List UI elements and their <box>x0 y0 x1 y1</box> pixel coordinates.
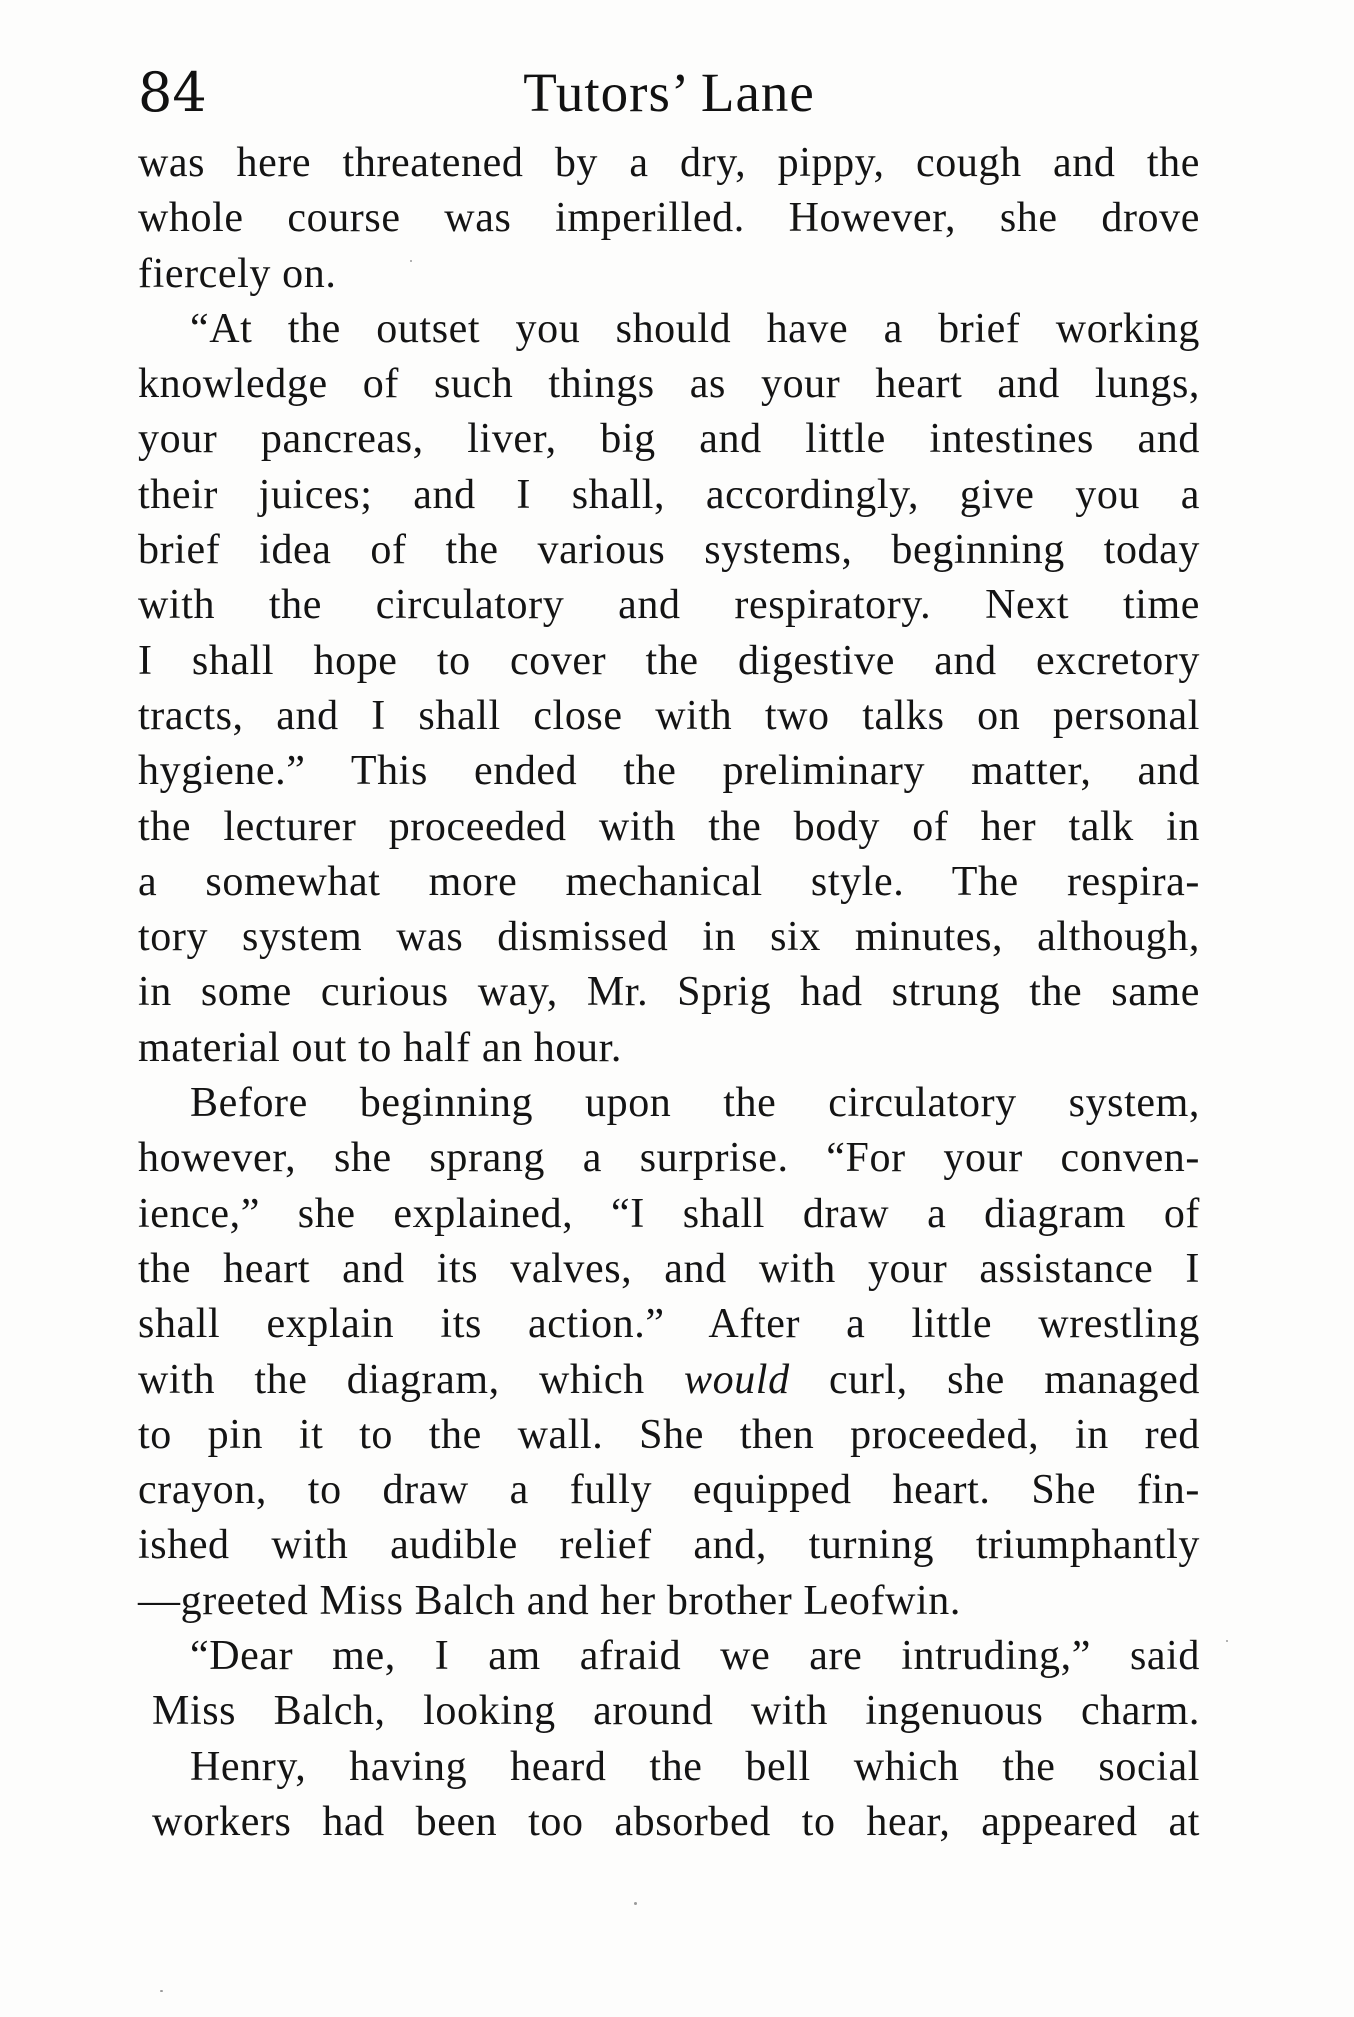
text-line: shall explain its action.” After a little wrestling <box>138 1301 1200 1348</box>
text-line: their juices; and I shall, accordingly, give you a <box>138 471 1200 518</box>
text-line: ished with audible relief and, turning triumphantly <box>138 1522 1200 1569</box>
speck <box>160 1990 163 1992</box>
text-line: to pin it to the wall. She then proceeded, in red <box>138 1411 1200 1458</box>
body-text <box>138 136 1200 1850</box>
text-line: Miss Balch, looking around with ingenuous charm. <box>152 1688 1200 1735</box>
text-line: however, she sprang a surprise. “For your conven- <box>138 1135 1200 1182</box>
text-segment: with the diagram, which <box>138 1356 684 1403</box>
text-line: was here threatened by a dry, pippy, cough and the <box>138 140 1200 186</box>
text-line: Henry, having heard the bell which the social <box>190 1743 1200 1790</box>
text-line: hygiene.” This ended the preliminary matter, and <box>138 748 1200 795</box>
text-segment: curl, she managed <box>789 1356 1200 1403</box>
text-line: the lecturer proceeded with the body of her talk in <box>138 803 1200 850</box>
text-line: tracts, and I shall close with two talks on personal <box>138 692 1200 739</box>
text-line: “At the outset you should have a brief working <box>190 305 1200 352</box>
running-header <box>138 58 1200 128</box>
text-line: tory system was dismissed in six minutes, although, <box>138 914 1200 961</box>
text-line: material out to half an hour. <box>138 1024 622 1071</box>
italic-word: would <box>683 1356 790 1403</box>
speck <box>410 260 412 262</box>
text-line: I shall hope to cover the digestive and excretory <box>138 637 1200 684</box>
page-number: 84 <box>138 61 207 124</box>
text-line: a somewhat more mechanical style. The respira- <box>138 858 1200 905</box>
text-line: knowledge of such things as your heart and lungs, <box>138 361 1200 408</box>
text-line: workers had been too absorbed to hear, appeared at <box>152 1798 1200 1845</box>
text-line: —greeted Miss Balch and her brother Leofwin. <box>138 1577 961 1624</box>
text-line: crayon, to draw a fully equipped heart. She fin- <box>138 1467 1200 1514</box>
text-line: ience,” she explained, “I shall draw a diagram of <box>138 1190 1200 1237</box>
text-line: “Dear me, I am afraid we are intruding,” said <box>190 1633 1200 1680</box>
text-line: brief idea of the various systems, beginning today <box>138 527 1200 574</box>
speck <box>1226 1640 1228 1642</box>
text-line: your pancreas, liver, big and little intestines and <box>138 416 1200 463</box>
text-line-with-italic <box>138 1353 1200 1408</box>
text-line: Before beginning upon the circulatory system, <box>190 1080 1200 1127</box>
text-line: in some curious way, Mr. Sprig had strung the same <box>138 969 1200 1016</box>
running-title: Tutors’ Lane <box>523 62 815 123</box>
speck <box>634 1902 637 1905</box>
text-line: the heart and its valves, and with your assistance I <box>138 1245 1200 1292</box>
text-line: with the circulatory and respiratory. Next time <box>138 582 1200 629</box>
text-line: whole course was imperilled. However, she drove <box>138 195 1200 242</box>
text-line: fiercely on. <box>138 250 337 297</box>
